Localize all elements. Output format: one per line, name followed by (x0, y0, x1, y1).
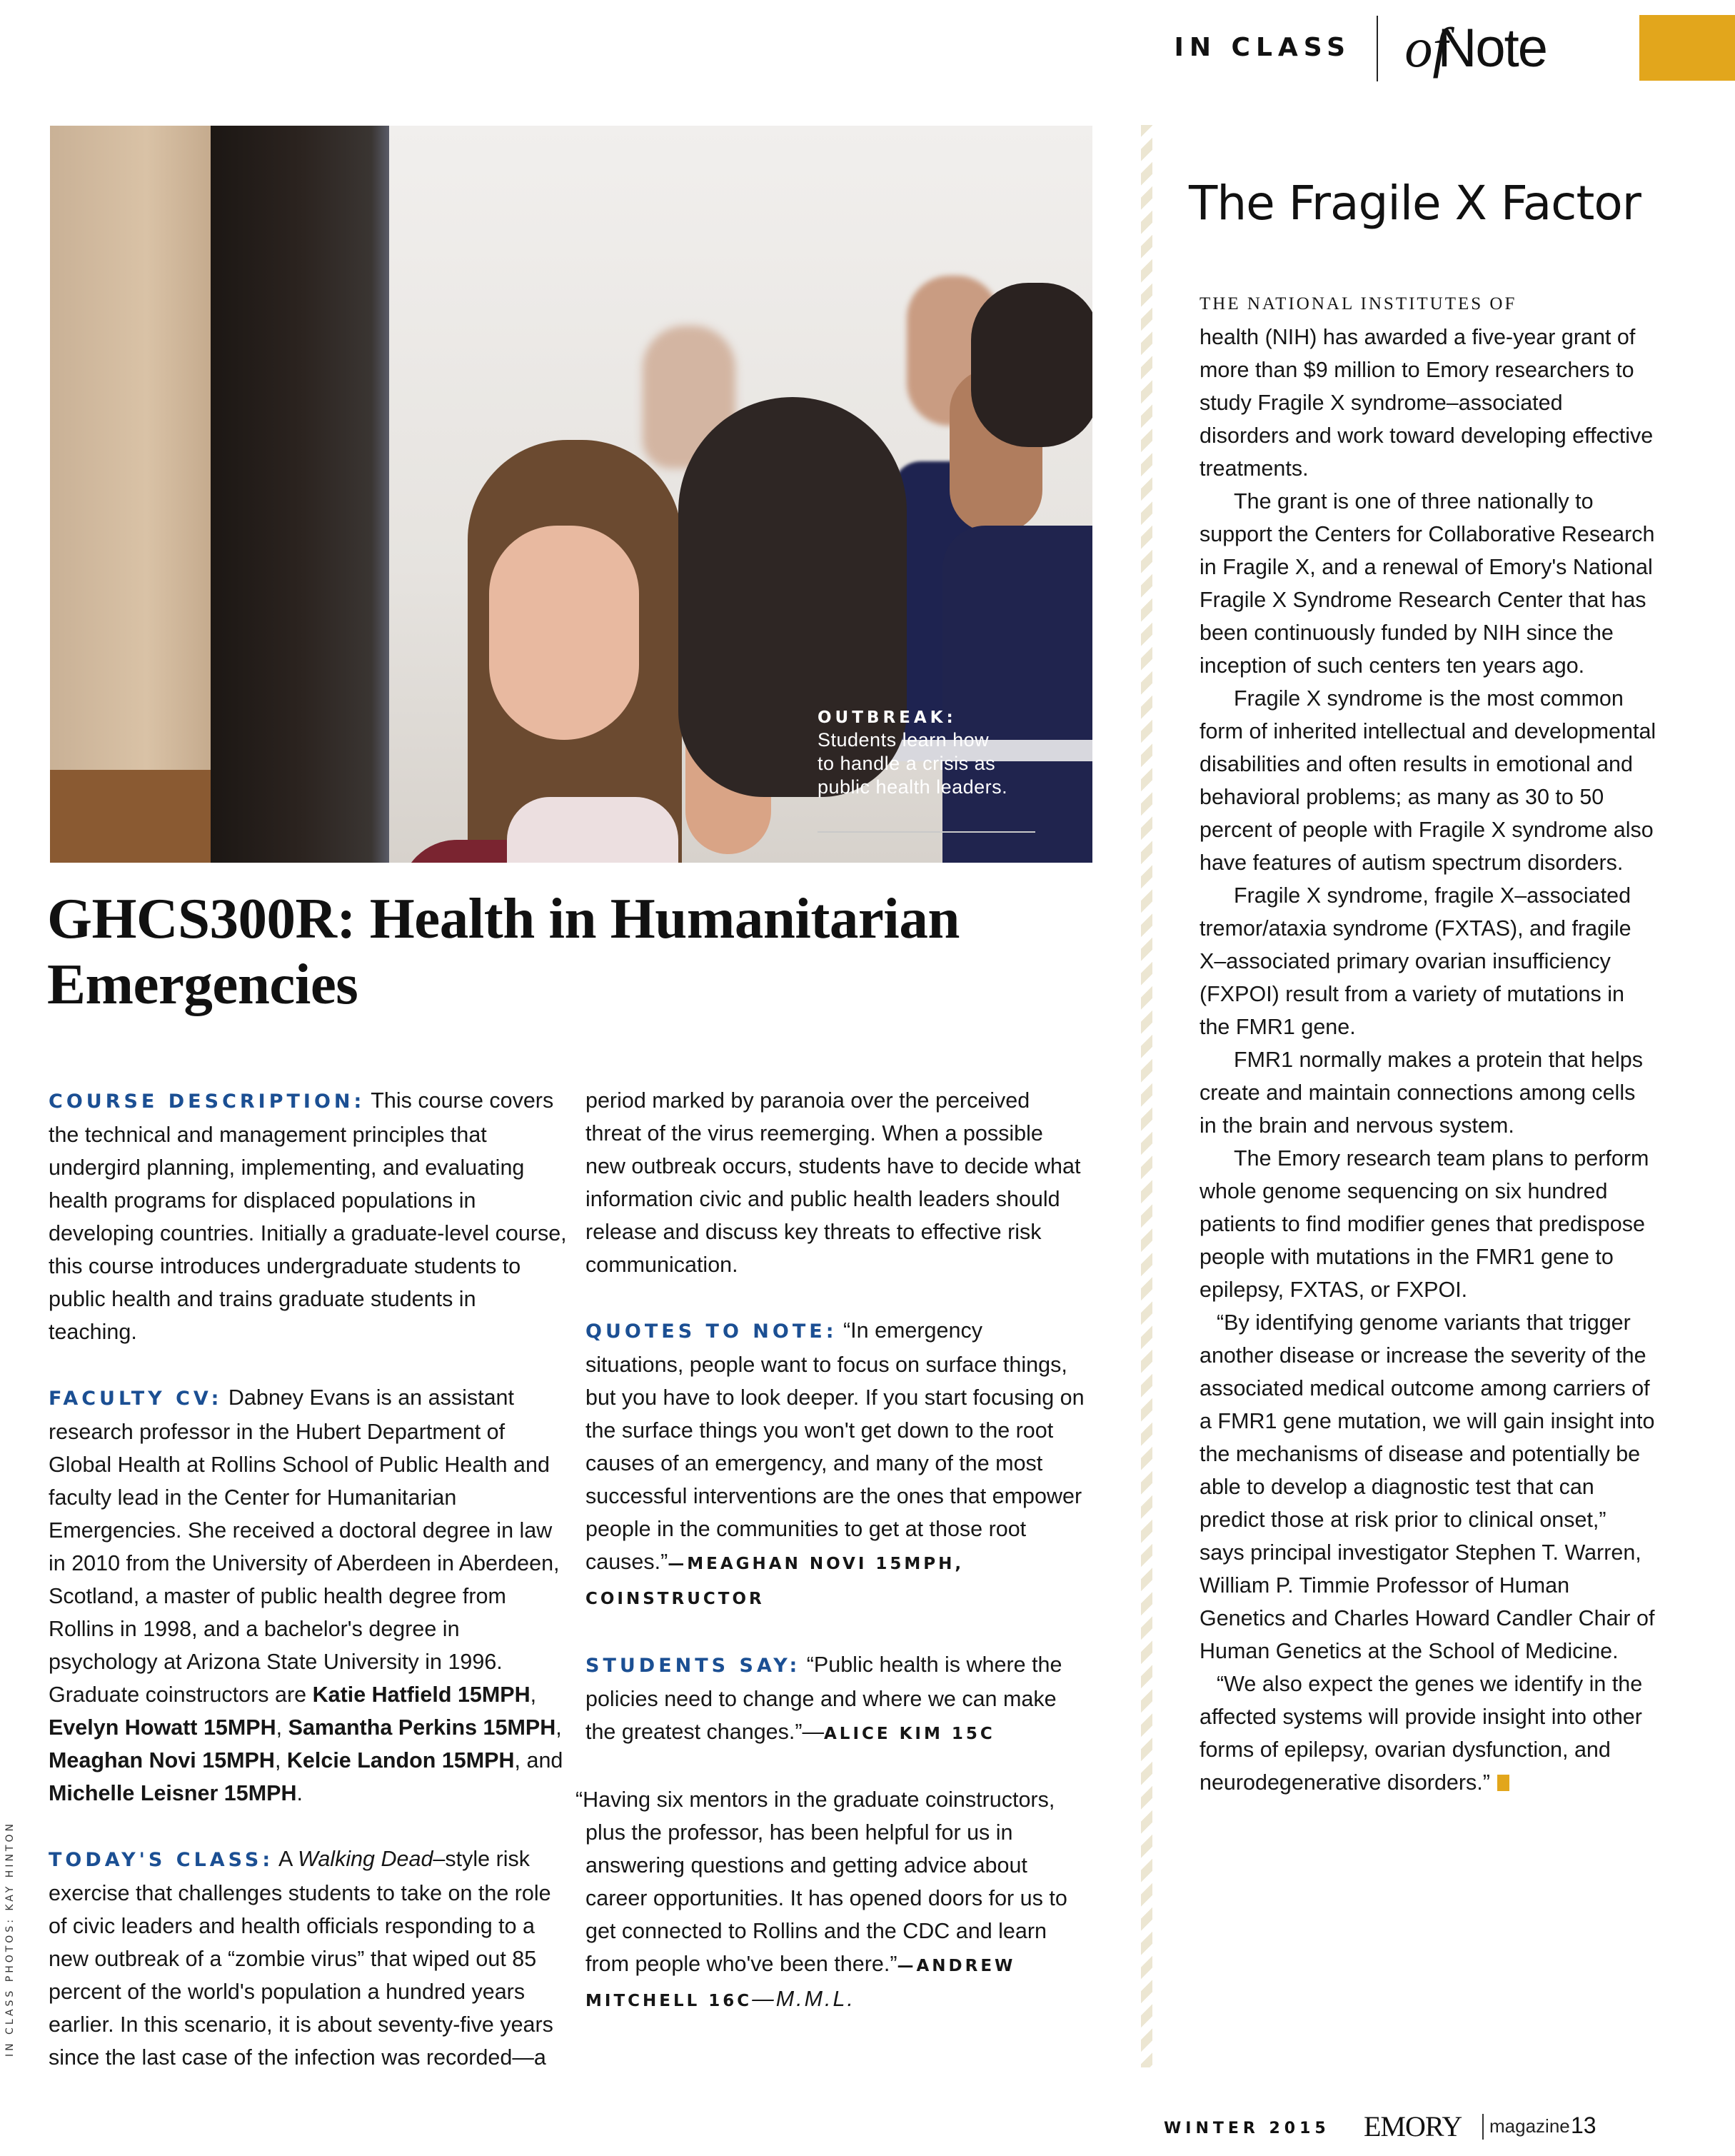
photo-credit: IN CLASS PHOTOS: KAY HINTON (4, 1821, 16, 2057)
course-description (49, 1084, 570, 1348)
sidebar-title: The Fragile X Factor (1189, 176, 1641, 231)
caption-line: to handle a crisis as (818, 753, 996, 774)
photo-doorframe (211, 126, 389, 863)
quote-attribution: ALICE KIM 15C (824, 1725, 995, 1743)
students-say-label: STUDENTS SAY: (585, 1655, 801, 1677)
separator: , (530, 1683, 537, 1707)
coinstructor: Samantha Perkins 15MPH (288, 1715, 556, 1740)
publication-logo: EMORY (1364, 2110, 1462, 2142)
story-title: GHCS300R: Health in Humanitarian Emergencies (47, 886, 960, 1016)
sidebar-final-paragraph (1200, 1668, 1656, 1799)
faculty-cv (49, 1381, 570, 1810)
sidebar-lead (1200, 286, 1656, 485)
faculty-cv-label: FACULTY CV: (49, 1388, 223, 1410)
second-quote-text: “Having six mentors in the graduate coinstructors, plus the professor, has been helpful for us in answering questions and getting advice about career opportunities. It has opened doors for us to get connected to Rollins and the CDC and learn from people who've been there.” (575, 1788, 1067, 1976)
left-column (49, 1084, 570, 2074)
photo-girl-top (507, 797, 678, 863)
todays-class (49, 1842, 570, 2074)
caption-line: public health leaders. (818, 776, 1008, 798)
sidebar-paragraph: The Emory research team plans to perform whole genome sequencing on six hundred patients to find modifier genes that predispose people with mutations in the FMR1 gene to epilepsy, FXTAS, or FXPOI. (1200, 1146, 1649, 1302)
footer-divider (1482, 2114, 1484, 2140)
period: . (296, 1781, 303, 1805)
header-note: Note (1437, 18, 1547, 79)
separator: , (555, 1715, 562, 1740)
faculty-cv-text: Dabney Evans is an assistant research professor in the Hubert Department of Global Health at Rollins School of Public Health and faculty lead in the Center for Humanitarian Emergencies. She received a doctoral degree in law in 2010 from the University of Aberdeen in Aberdeen, Scotland, a master of public health degree from Rollins in 1998, and a bachelor's degree in psychology at Arizona State University in 1996. Graduate coinstructors are (49, 1385, 560, 1707)
photo-door-bottom (50, 770, 211, 863)
author-initials: —M.M.L. (752, 1987, 855, 2011)
photo-student-hair (971, 283, 1092, 447)
photo-caption (818, 707, 1060, 799)
coinstructor: Kelcie Landon 15MPH (286, 1748, 515, 1773)
todays-class-pre: A (278, 1847, 298, 1871)
coinstructor: Katie Hatfield 15MPH (312, 1683, 530, 1707)
page-number: 13 (1571, 2112, 1596, 2138)
quotes-to-note-text: “In emergency situations, people want to focus on surface things, but you have to look deeper. If you start focusing on the surface things you won't get down to the root causes of an emergency, and many of the most successful interventions are the ones that empower people in the communities to get at those root causes.” (585, 1318, 1085, 1574)
separator: , (274, 1748, 287, 1773)
separator: , (276, 1715, 288, 1740)
sidebar-paragraph: “We also expect the genes we identify in the affected systems will provide insight into other forms of epilepsy, ovarian dysfunction, and neurodegenerative disorders.” (1200, 1672, 1643, 1795)
sidebar-paragraph: Fragile X syndrome, fragile X–associated tremor/ataxia syndrome (FXTAS), and fragile X–associated primary ovarian insufficiency (FXPOI) result from a variety of mutations in the FMR1 gene. (1200, 883, 1631, 1039)
sidebar-paragraph: “By identifying genome variants that trigger another disease or increase the severity of the associated medical outcome among carriers of a FMR1 gene mutation, we will gain insight into the mechanisms of disease and potentially be able to develop a diagnostic test that can predict those at risk prior to clinical onset,” says principal investigator Stephen T. Warren, William P. Timmie Professor of Human Genetics and Charles Howard Candler Chair of Human Genetics at the School of Medicine. (1200, 1310, 1655, 1663)
separator: , and (514, 1748, 563, 1773)
coinstructor: Evelyn Howatt 15MPH (49, 1715, 276, 1740)
todays-class-label: TODAY'S CLASS: (49, 1849, 274, 1871)
sidebar-paragraph: health (NIH) has awarded a five-year grant of more than $9 million to Emory researchers to study Fragile X syndrome–associated disorders and work toward developing effective treatments. (1200, 325, 1654, 481)
section-header (1021, 0, 1735, 100)
quote-attribution: —ANDREW MITCHELL 16C (585, 1957, 1016, 2010)
photo-door (50, 126, 211, 863)
publication-magazine: magazine (1489, 2115, 1570, 2137)
end-mark-icon (1497, 1775, 1509, 1791)
caption-line: Students learn how (818, 729, 990, 751)
lead-smallcaps: THE NATIONAL INSTITUTES OF (1200, 294, 1517, 314)
photo-navy-shirt (942, 526, 1092, 863)
second-quote (575, 1783, 1085, 2017)
issue-season: WINTER 2015 (1164, 2120, 1330, 2137)
sidebar-paragraph: Fragile X syndrome is the most common form of inherited intellectual and developmental disabilities and often results in emotional and behavioral problems; as many as 30 to 50 percent of people with Fragile X syndrome also have features of autism spectrum disorders. (1200, 686, 1656, 875)
students-say (585, 1648, 1085, 1750)
course-description-label: COURSE DESCRIPTION: (49, 1090, 366, 1113)
quote-attribution: —MEAGHAN NOVI 15MPH, COINSTRUCTOR (585, 1555, 965, 1608)
coinstructor: Meaghan Novi 15MPH (49, 1748, 275, 1773)
quotes-to-note (585, 1314, 1085, 1615)
header-divider (1377, 16, 1378, 81)
students-say-text: “Public health is where the policies need to change and where we can make the greatest changes.”— (585, 1653, 1062, 1744)
sidebar-paragraph: The grant is one of three nationally to support the Centers for Collaborative Research in Fragile X, and a renewal of Emory's National Fragile X Syndrome Research Center that has been continuously funded by NIH since the inception of such centers ten years ago. (1200, 489, 1655, 678)
quotes-to-note-label: QUOTES TO NOTE: (585, 1320, 838, 1343)
coinstructor: Michelle Leisner 15MPH (49, 1781, 297, 1805)
todays-class-text: –style risk exercise that challenges students to take on the role of civic leaders and health officials responding to a new outbreak of a “zombie virus” that wiped out 85 percent of the world's population a hundred years earlier. In this scenario, it is about seventy-five years since the last case of the infection was recorded—a (49, 1847, 553, 2070)
middle-column (575, 1084, 1085, 2017)
course-description-text: This course covers the technical and management principles that undergird planning, implementing, and evaluating health programs for displaced populations in developing countries. Initially a graduate-level course, this course introduces undergraduate students to public health and trains graduate students in teaching. (49, 1088, 567, 1344)
section-label: IN CLASS (1174, 33, 1351, 62)
todays-class-italic: Walking Dead (298, 1847, 433, 1871)
header-of: of (1404, 16, 1448, 79)
sidebar-body (1200, 286, 1656, 1799)
caption-label: OUTBREAK: (818, 708, 957, 727)
photo-girl-face (489, 526, 639, 740)
sidebar-stripe (1141, 125, 1152, 2067)
caption-rule (818, 831, 1035, 833)
todays-class-continued: period marked by paranoia over the perceived threat of the virus reemerging. When a possible new outbreak occurs, students have to decide what information civic and public health leaders should release and discuss key threats to effective risk communication. (585, 1088, 1081, 1277)
accent-block (1639, 15, 1735, 81)
sidebar-paragraph: FMR1 normally makes a protein that helps create and maintain connections among cells in the brain and nervous system. (1200, 1048, 1643, 1138)
page-footer (1164, 2110, 1735, 2150)
